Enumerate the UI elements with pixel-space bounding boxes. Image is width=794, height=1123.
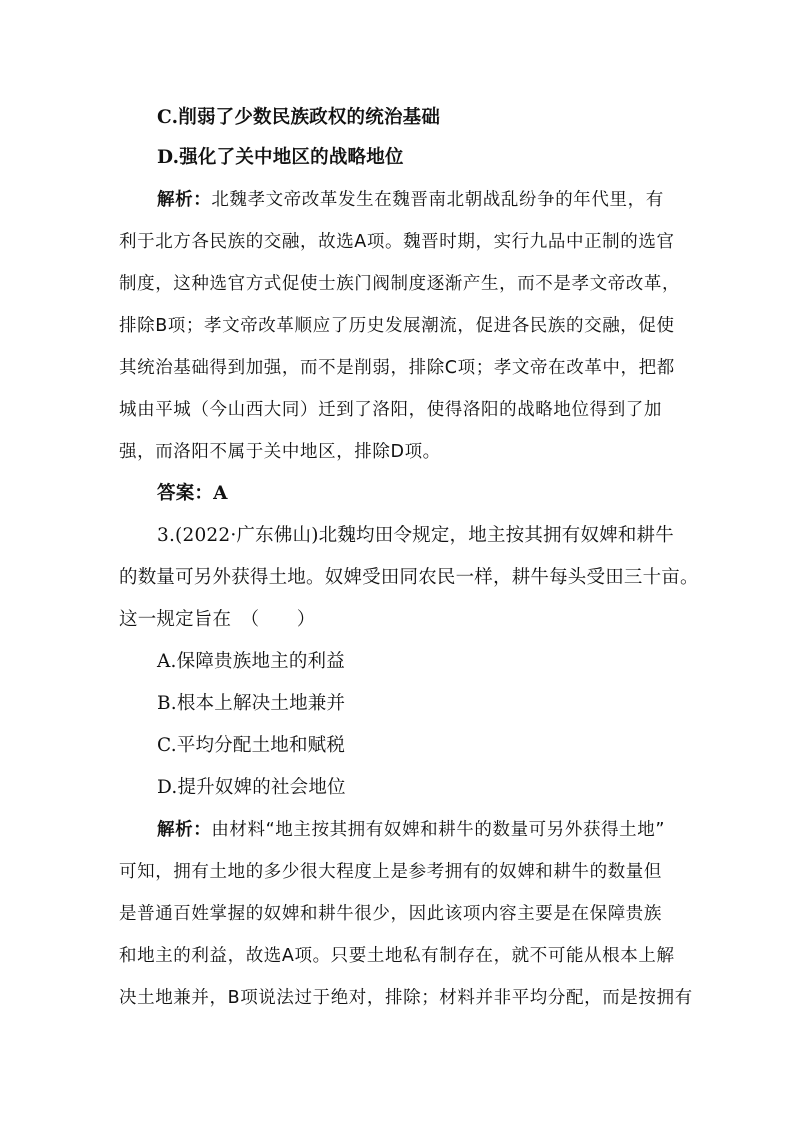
option-c: C.平均分配土地和赋税 (157, 735, 346, 756)
question-stem-line: 的数量可另外获得土地。奴婢受田同农民一样，耕牛每头受田三十亩。 (119, 567, 699, 588)
option-d: D.强化了关中地区的战略地位 (157, 147, 404, 168)
option-c: C.削弱了少数民族政权的统治基础 (157, 107, 441, 128)
analysis-paragraph-line: 强，而洛阳不属于关中地区，排除D项。 (119, 442, 441, 462)
analysis-label: 解析： (157, 190, 212, 210)
analysis-paragraph-line: 利于北方各民族的交融，故选A项。魏晋时期，实行九品中正制的选官 (119, 232, 675, 252)
option-a: A.保障贵族地主的利益 (157, 651, 345, 672)
analysis-paragraph-line: 制度，这种选官方式促使士族门阀制度逐渐产生，而不是孝文帝改革， (119, 274, 681, 294)
analysis-paragraph-line: 可知，拥有土地的多少很大程度上是参考拥有的奴婢和耕牛的数量但 (119, 862, 662, 882)
question-stem-line: 这一规定旨在 （ ） (119, 609, 316, 630)
analysis-paragraph-line: 解析：由材料“地主按其拥有奴婢和耕牛的数量可另外获得土地” (157, 820, 666, 840)
answer-line: 答案：A (157, 483, 228, 504)
option-b: B.根本上解决土地兼并 (157, 693, 346, 714)
question-stem-line: 3.(2022·广东佛山)北魏均田令规定，地主按其拥有奴婢和耕牛 (157, 525, 674, 546)
analysis-paragraph-line: 解析：北魏孝文帝改革发生在魏晋南北朝战乱纷争的年代里，有 (157, 190, 664, 210)
analysis-paragraph-line: 其统治基础得到加强，而不是削弱，排除C项；孝文帝在改革中，把都 (119, 358, 675, 378)
analysis-paragraph-line: 城由平城（今山西大同）迁到了洛阳，使得洛阳的战略地位得到了加 (119, 400, 662, 420)
analysis-paragraph-line: 排除B项；孝文帝改革顺应了历史发展潮流，促进各民族的交融，促使 (119, 316, 675, 336)
analysis-paragraph-line: 决土地兼并，B项说法过于绝对，排除；材料并非平均分配，而是按拥有 (119, 988, 693, 1008)
analysis-label: 解析： (157, 820, 212, 840)
analysis-paragraph-line: 和地主的利益，故选A项。只要土地私有制存在，就不可能从根本上解 (119, 946, 675, 966)
option-d: D.提升奴婢的社会地位 (157, 777, 346, 798)
analysis-paragraph-line: 是普通百姓掌握的奴婢和耕牛很少，因此该项内容主要是在保障贵族 (119, 904, 662, 924)
